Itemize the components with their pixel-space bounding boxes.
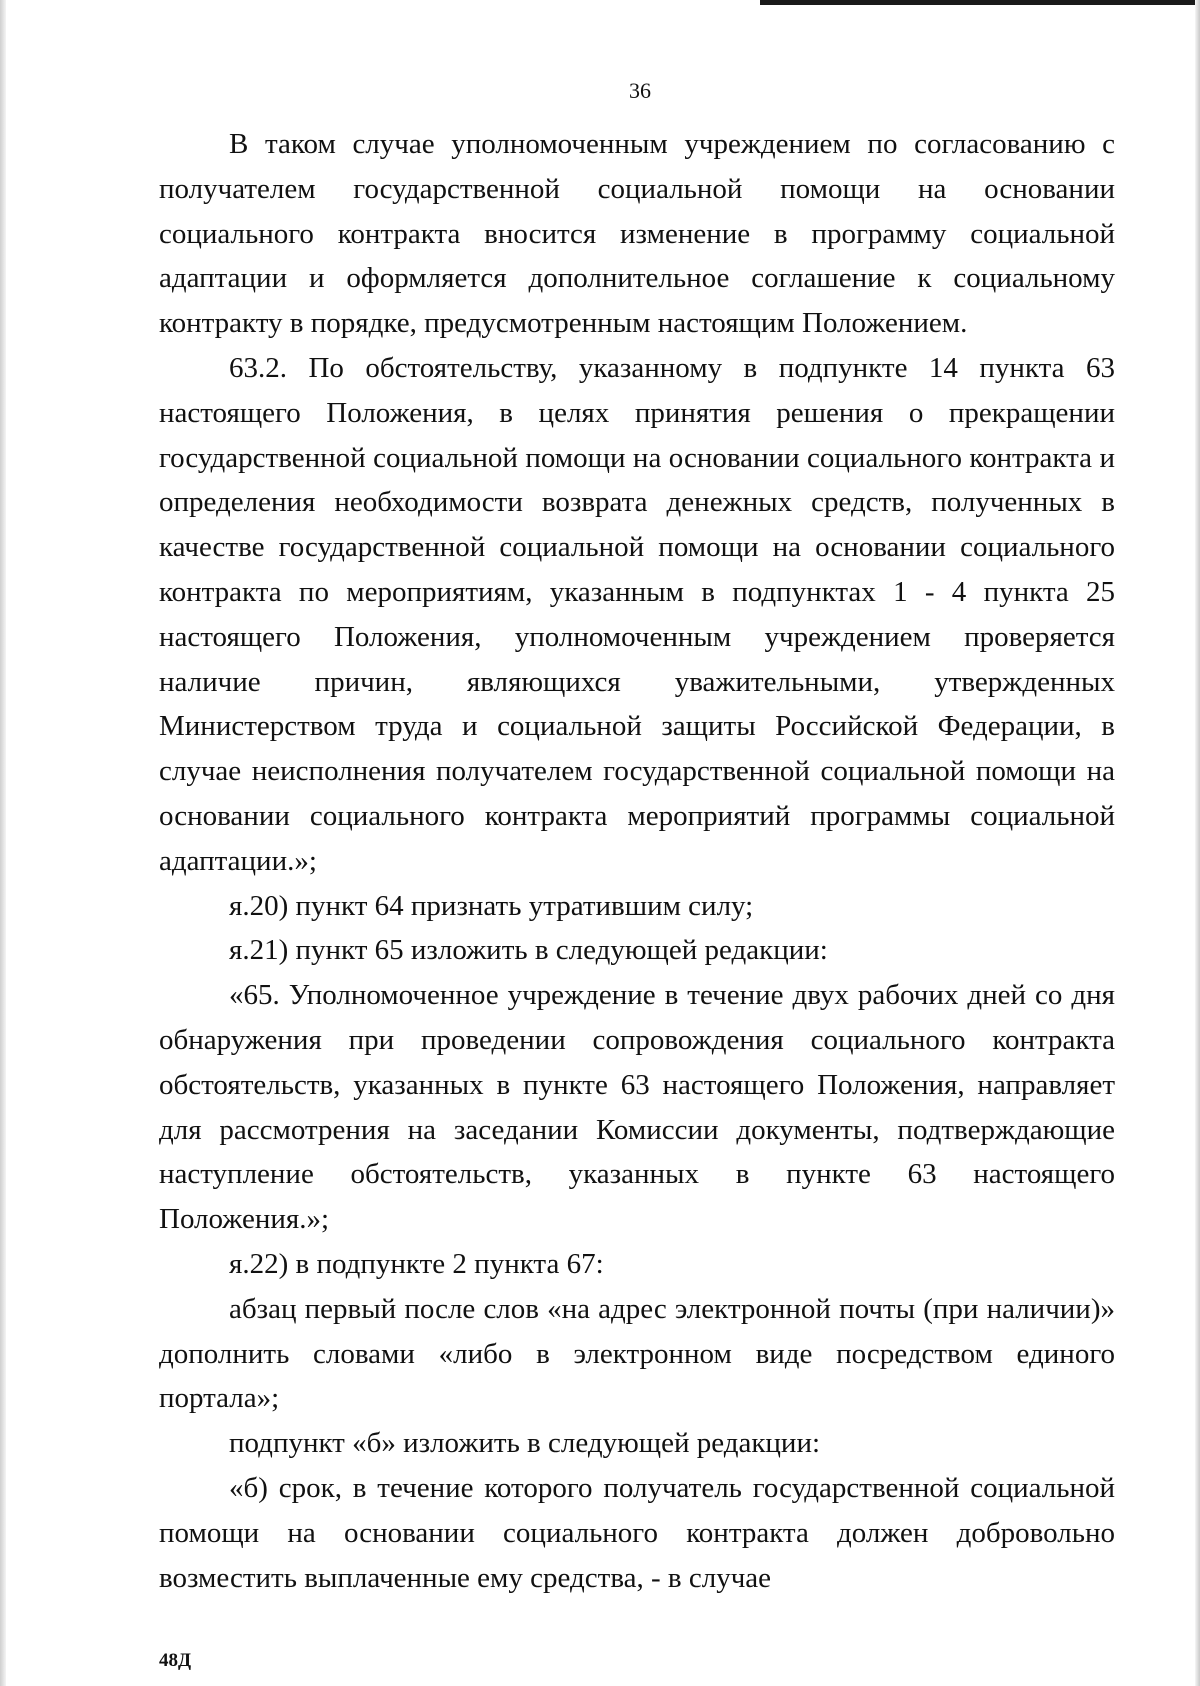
footer-code: 48Д (159, 1650, 192, 1671)
document-body (159, 122, 1115, 1600)
scan-edge-left (0, 0, 6, 1686)
paragraph-3: я.20) пункт 64 признать утратившим силу; (229, 889, 754, 922)
paragraph-5: «65. Уполномоченное учреждение в течение двух рабочих дней со дня обнаружения при проведении сопровождения социального контракта обстоятельств, указанных в пункте 63 настоящего Положения, направляет для рассмотрения на заседании Комиссии документы, подтверждающие наступление обстоятельств, указанных в пункте 63 настоящего Положения.»; (159, 979, 1115, 1236)
paragraph-1: В таком случае уполномоченным учреждением по согласованию с получателем государственной социальной помощи на основании социального контракта вносится изменение в программу социальной адаптации и оформляется дополнительное соглашение к социальному контракту в порядке, предусмотренным настоящим Положением. (159, 128, 1115, 340)
paragraph-6: я.22) в подпункте 2 пункта 67: (229, 1247, 604, 1280)
paragraph-2: 63.2. По обстоятельству, указанному в подпункте 14 пункта 63 настоящего Положения, в целях принятия решения о прекращении государственной социальной помощи на основании социального контракта и определения необходимости возврата денежных средств, полученных в качестве государственной социальной помощи на основании социального контракта по мероприятиям, указанным в подпунктах 1 - 4 пункта 25 настоящего Положения, уполномоченным учреждением проверяется наличие причин, являющихся уважительными, утвержденных Министерством труда и социальной защиты Российской Федерации, в случае неисполнения получателем государственной социальной помощи на основании социального контракта мероприятий программы социальной адаптации.»; (159, 351, 1115, 877)
paragraph-7: абзац первый после слов «на адрес электронной почты (при наличии)» дополнить словами «либо в электронном виде посредством единого портала»; (159, 1292, 1115, 1415)
paragraph-9: «б) срок, в течение которого получатель государственной социальной помощи на основании социального контракта должен добровольно возместить выплаченные ему средства, - в случае (159, 1471, 1115, 1594)
scan-edge-top (760, 0, 1200, 5)
paragraph-8: подпункт «б» изложить в следующей редакции: (229, 1427, 821, 1460)
scan-edge-right (1195, 0, 1200, 1686)
paragraph-4: я.21) пункт 65 изложить в следующей редакции: (229, 934, 828, 967)
page-number: 36 (629, 78, 651, 103)
